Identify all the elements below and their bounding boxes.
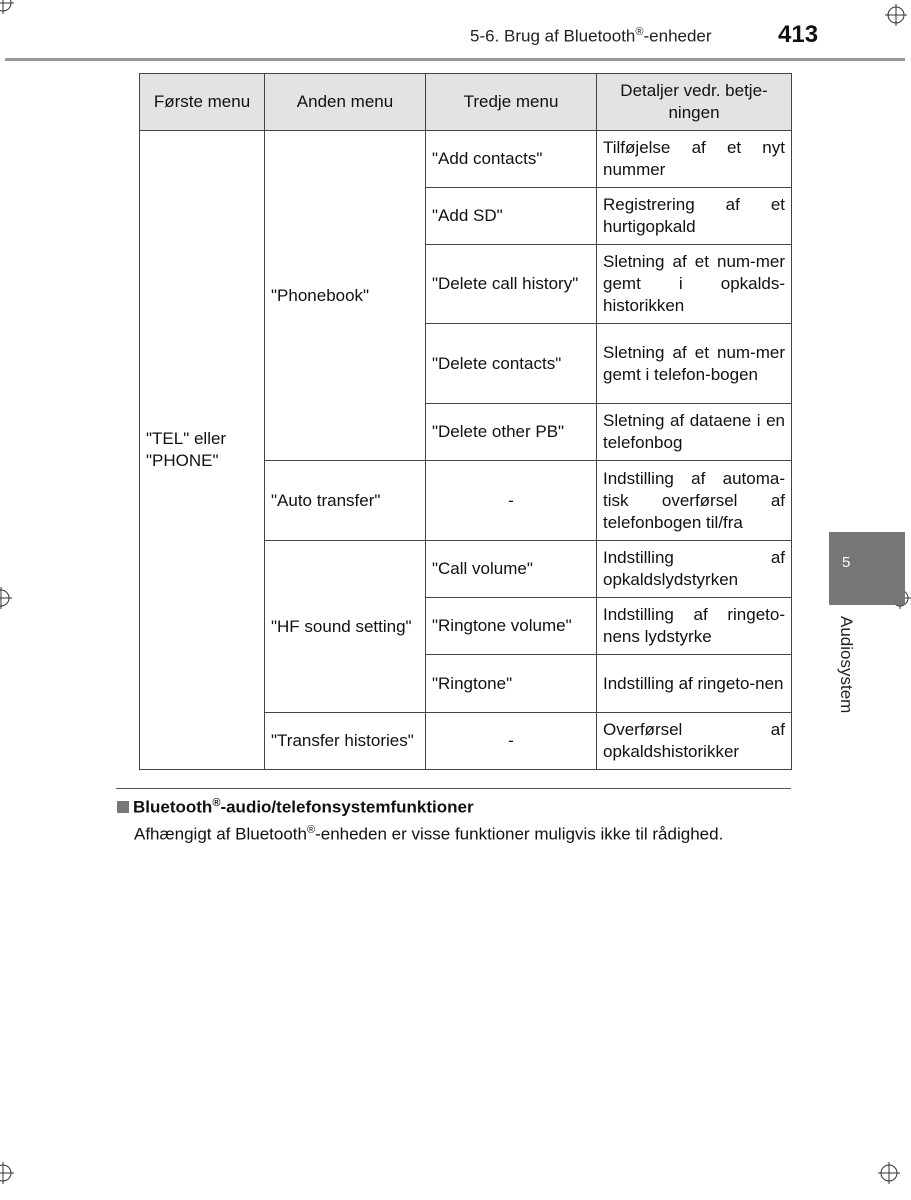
third-menu-cell: - bbox=[426, 713, 597, 770]
details-cell: Overførsel af opkaldshistorikker bbox=[597, 713, 792, 770]
third-menu-cell: - bbox=[426, 461, 597, 541]
details-cell: Indstilling af ringeto-nens lydstyrke bbox=[597, 598, 792, 655]
section-heading: Bluetooth®-audio/telefonsystemfunktioner bbox=[117, 797, 474, 818]
details-cell: Sletning af dataene i en telefonbog bbox=[597, 404, 792, 461]
column-header-second-menu: Anden menu bbox=[265, 74, 426, 131]
first-menu-cell: "TEL" eller "PHONE" bbox=[140, 131, 265, 770]
registration-mark-top-right bbox=[885, 4, 907, 26]
details-cell: Indstilling af opkaldslydstyrken bbox=[597, 541, 792, 598]
header-rule bbox=[5, 58, 905, 61]
column-header-details: Detaljer vedr. betje-ningen bbox=[597, 74, 792, 131]
column-header-first-menu: Første menu bbox=[140, 74, 265, 131]
registration-mark-bottom-left bbox=[0, 1162, 14, 1184]
third-menu-cell: "Ringtone volume" bbox=[426, 598, 597, 655]
second-menu-cell: "Transfer histories" bbox=[265, 713, 426, 770]
registration-mark-bottom-right bbox=[878, 1162, 900, 1184]
third-menu-cell: "Ringtone" bbox=[426, 655, 597, 713]
second-menu-cell: "HF sound setting" bbox=[265, 541, 426, 713]
section-body-text: Afhængigt af Bluetooth®-enheden er visse funktioner muligvis ikke til rådighed. bbox=[134, 824, 724, 844]
third-menu-cell: "Add SD" bbox=[426, 188, 597, 245]
details-cell: Sletning af et num-mer gemt i telefon-bogen bbox=[597, 324, 792, 404]
square-bullet-icon bbox=[117, 801, 129, 813]
table-header-row bbox=[140, 74, 792, 131]
second-menu-cell: "Auto transfer" bbox=[265, 461, 426, 541]
section-title: 5-6. Brug af Bluetooth®-enheder bbox=[470, 26, 712, 46]
section-divider bbox=[116, 788, 791, 789]
third-menu-cell: "Delete other PB" bbox=[426, 404, 597, 461]
details-cell: Indstilling af ringeto-nen bbox=[597, 655, 792, 713]
details-cell: Sletning af et num-mer gemt i opkalds-historikken bbox=[597, 245, 792, 324]
column-header-third-menu: Tredje menu bbox=[426, 74, 597, 131]
registration-mark-top-left bbox=[0, 0, 14, 14]
third-menu-cell: "Add contacts" bbox=[426, 131, 597, 188]
details-cell: Tilføjelse af et nyt nummer bbox=[597, 131, 792, 188]
details-cell: Registrering af et hurtigopkald bbox=[597, 188, 792, 245]
chapter-number: 5 bbox=[842, 554, 851, 571]
registration-mark-left bbox=[0, 587, 12, 609]
menu-table bbox=[139, 73, 792, 770]
third-menu-cell: "Delete call history" bbox=[426, 245, 597, 324]
details-cell: Indstilling af automa-tisk overførsel af telefonbogen til/fra bbox=[597, 461, 792, 541]
table-row bbox=[140, 131, 792, 188]
chapter-tab bbox=[829, 532, 905, 605]
second-menu-cell: "Phonebook" bbox=[265, 131, 426, 461]
third-menu-cell: "Call volume" bbox=[426, 541, 597, 598]
third-menu-cell: "Delete contacts" bbox=[426, 324, 597, 404]
chapter-label: Audiosystem bbox=[837, 616, 856, 714]
page-number: 413 bbox=[778, 21, 819, 48]
